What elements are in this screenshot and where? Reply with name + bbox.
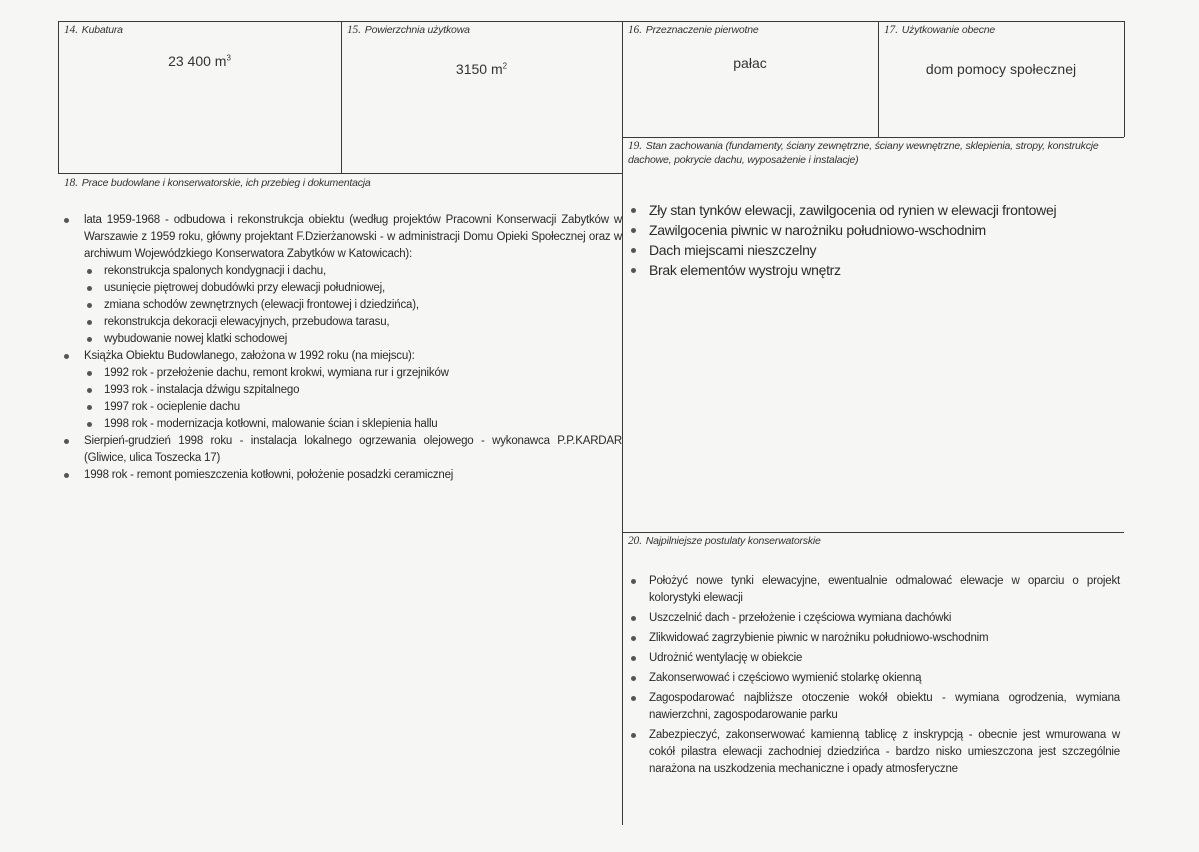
table-left-border [58,21,59,173]
bullet-icon [87,303,92,308]
list-item-text: Zagospodarować najbliższe otoczenie wokół obiektu - wymiana ogrodzenia, wymiana nawierzchni, zagospodarowanie parku [649,692,1120,721]
divider-19-20 [622,532,1124,533]
bullet-icon [64,439,69,444]
sub-list-item [84,399,622,416]
field-14-value-text: 23 400 m [168,53,227,69]
list-item [627,260,1127,280]
field-16-value-text: pałac [733,55,767,71]
list-item-text: Udrożnić wentylację w obiekcie [649,652,803,664]
list-item [627,240,1127,260]
bullet-icon [631,616,636,621]
section-18-label [64,177,371,189]
list-item [627,220,1127,240]
list-item [62,348,622,433]
list-item-text: Książka Obiektu Budowlanego, założona w 1992 roku (na miejscu): [84,350,415,362]
sub-list-item [84,297,622,314]
list-item [62,467,622,484]
field-17-value [878,61,1124,77]
list-item [627,690,1120,724]
field-16-number: 16. [628,24,642,36]
bullet-icon [631,248,636,253]
section-19-list [627,200,1127,280]
list-item [627,650,1120,667]
bullet-icon [87,422,92,427]
sub-list-item-text: 1998 rok - modernizacja kotłowni, malowanie ścian i sklepienia hallu [104,418,438,430]
sub-list-item [84,314,622,331]
list-item-text: Zlikwidować zagrzybienie piwnic w narożniku południowo-wschodnim [649,632,989,644]
list-item-text: Dach miejscami nieszczelny [649,242,817,258]
list-item-text: Zły stan tynków elewacji, zawilgocenia od rynien w elewacji frontowej [649,202,1057,218]
field-14-value [58,53,341,69]
bullet-icon [631,579,636,584]
list-item-text: Zabezpieczyć, zakonserwować kamienną tablicę z inskrypcją - obecnie jest wmurowana w cokół pilastra elewacji zachodniej dziedzińca - bardzo nisko umieszczona jest szczególnie narażona na uszkodzenia mechaniczne i opady atmosferyczne [649,729,1120,775]
bullet-icon [64,218,69,223]
list-item [62,433,622,467]
sub-list-item-text: 1997 rok - ocieplenie dachu [104,401,240,413]
section-19-label [628,139,1118,167]
bullet-icon [87,371,92,376]
list-item [62,212,622,348]
section-19-number: 19. [628,140,642,152]
bullet-icon [87,405,92,410]
list-item [627,670,1120,687]
bullet-icon [631,733,636,738]
field-15-value [341,61,622,77]
list-item [627,610,1120,627]
field-14-label-text: Kubatura [81,24,123,36]
bullet-icon [631,208,636,213]
table-right-border [1124,21,1125,137]
field-16-value [622,55,878,71]
bullet-icon [631,656,636,661]
field-14-unit-sup: 3 [226,53,231,63]
section-20-label [628,535,821,547]
bullet-icon [631,676,636,681]
bullet-icon [87,286,92,291]
field-17-label-text: Użytkowanie obecne [901,24,996,36]
list-item-text: Położyć nowe tynki elewacyjne, ewentualnie odmalować elewacje w oparciu o projekt kolorystyki elewacji [649,575,1120,604]
field-14-number: 14. [64,24,78,36]
list-item-text: 1998 rok - remont pomieszczenia kotłowni, położenie posadzki ceramicznej [84,469,454,481]
list-item-text: Brak elementów wystroju wnętrz [649,262,841,278]
field-16-label [628,24,759,36]
sub-list-item-text: 1992 rok - przełożenie dachu, remont krokwi, wymiana rur i grzejników [104,367,449,379]
sub-list [84,263,622,348]
list-item [627,727,1120,778]
divider-16-17 [878,21,879,137]
bullet-icon [87,337,92,342]
bullet-icon [87,269,92,274]
bullet-icon [64,473,69,478]
sub-list-item-text: rekonstrukcja dekoracji elewacyjnych, przebudowa tarasu, [104,316,390,328]
list-item-text: lata 1959-1968 - odbudowa i rekonstrukcja obiektu (według projektów Pracowni Konserwacji Zabytków w Warszawie z 1959 roku, główny projektant F.Dzierżanowski - w administracji Domu Opieki Społecznej oraz w archiwum Wojewódzkiego Konserwatora Zabytków w Katowicach): [84,214,622,260]
bullet-icon [64,354,69,359]
list-item-text: Sierpień-grudzień 1998 roku - instalacja lokalnego ogrzewania olejowego - wykonawca P.P.KARDAR (Gliwice, ulica Toszecka 17) [84,435,622,464]
field-17-label [884,24,995,36]
section-18-number: 18. [64,177,78,189]
sub-list-item [84,416,622,433]
field-15-number: 15. [347,24,361,36]
section-20-list [627,573,1120,781]
divider-center [622,21,623,825]
field-14-label [64,24,123,36]
field-17-number: 17. [884,24,898,36]
bullet-icon [631,696,636,701]
divider-14-15 [341,21,342,173]
section-18-list [62,212,622,484]
sub-list-item-text: wybudowanie nowej klatki schodowej [104,333,288,345]
bullet-icon [631,636,636,641]
sub-list-item [84,263,622,280]
sub-list-item [84,280,622,297]
section-19-label-text: Stan zachowania (fundamenty, ściany zewnętrzne, ściany wewnętrzne, sklepienia, stropy, konstrukcje dachowe, pokrycie dachu, wyposażenie i instalacje) [628,140,1099,166]
field-16-label-text: Przeznaczenie pierwotne [645,24,759,36]
sub-list-item-text: zmiana schodów zewnętrznych (elewacji frontowej i dziedzińca), [104,299,419,311]
list-item-text: Zawilgocenia piwnic w narożniku południowo-wschodnim [649,222,986,238]
bullet-icon [87,320,92,325]
section-20-number: 20. [628,535,642,547]
sub-list-item [84,365,622,382]
section-20-label-text: Najpilniejsze postulaty konserwatorskie [645,535,821,547]
field-15-label [347,24,470,36]
bullet-icon [631,228,636,233]
field-15-value-text: 3150 m [455,61,503,77]
divider-17-19 [622,137,1124,138]
sub-list-item [84,382,622,399]
table-top-border [58,21,1124,22]
field-17-value-text: dom pomocy społecznej [925,61,1077,77]
sub-list-item-text: rekonstrukcja spalonych kondygnacji i dachu, [104,265,326,277]
bullet-icon [87,388,92,393]
divider-row-18 [58,173,622,174]
sub-list-item-text: 1993 rok - instalacja dźwigu szpitalnego [104,384,300,396]
list-item-text: Zakonserwować i częściowo wymienić stolarkę okienną [649,672,922,684]
bullet-icon [631,268,636,273]
field-15-unit-sup: 2 [502,61,508,71]
list-item [627,573,1120,607]
section-18-label-text: Prace budowlane i konserwatorskie, ich przebieg i dokumentacja [81,177,371,189]
sub-list-item [84,331,622,348]
field-15-label-text: Powierzchnia użytkowa [364,24,470,36]
sub-list [84,365,622,433]
list-item [627,630,1120,647]
list-item [627,200,1127,220]
sub-list-item-text: usunięcie piętrowej dobudówki przy elewacji południowej, [104,282,385,294]
list-item-text: Uszczelnić dach - przełożenie i częściowa wymiana dachówki [649,612,952,624]
